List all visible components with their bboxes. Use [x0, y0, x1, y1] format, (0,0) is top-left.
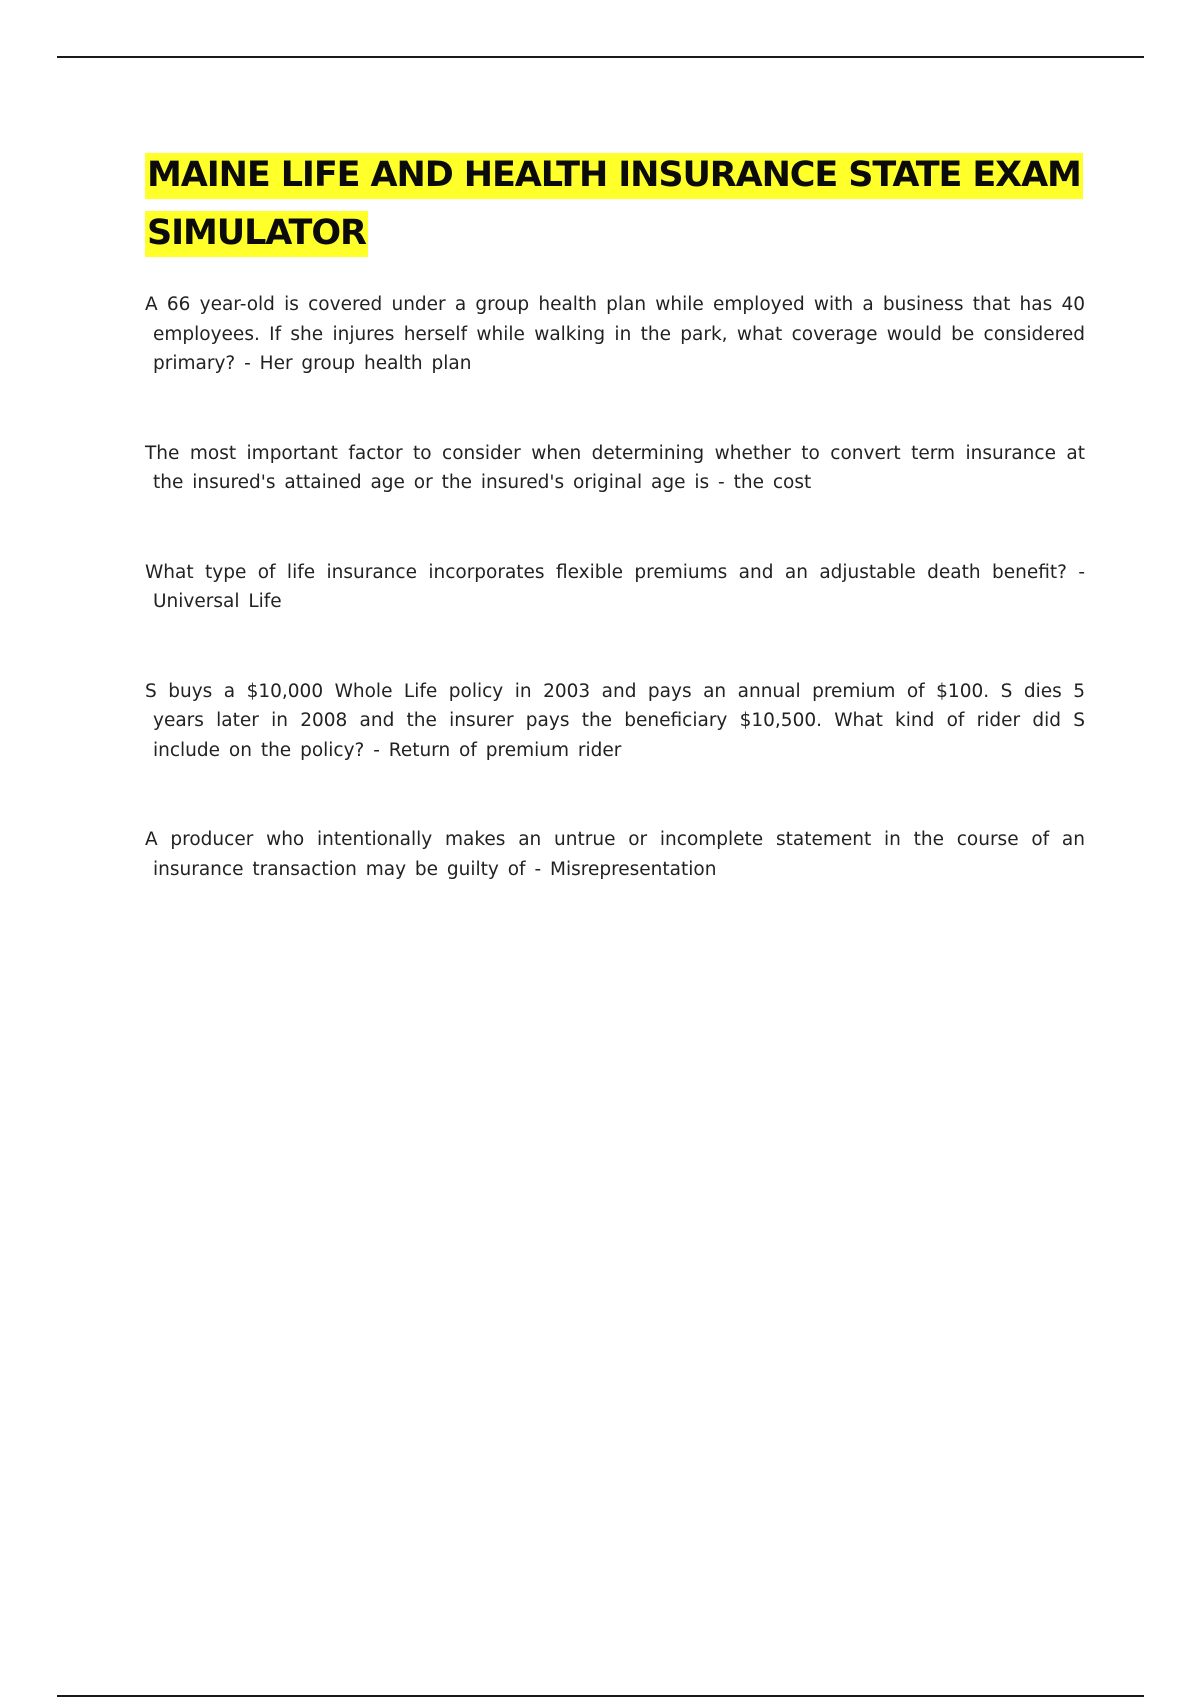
question-answer-1: A 66 year-old is covered under a group health plan while employed with a business that has 40 employees. If she injures herself while walking in the park, what coverage would be considered primary? - Her group health plan	[145, 294, 1085, 374]
question-answer-4: S buys a $10,000 Whole Life policy in 2003 and pays an annual premium of $100. S dies 5 years later in 2008 and the insurer pays the beneficiary $10,500. What kind of rider did S include on the policy? - Return of premium rider	[145, 680, 1085, 761]
question-answer-3: What type of life insurance incorporates flexible premiums and an adjustable death benefit? - Universal Life	[145, 561, 1085, 612]
document-body	[145, 146, 1085, 944]
question-answer-2: The most important factor to consider when determining whether to convert term insurance at the insured's attained age or the insured's original age is - the cost	[145, 442, 1085, 493]
bottom-rule	[57, 1695, 1144, 1697]
top-rule	[57, 56, 1144, 58]
document-title	[145, 146, 1085, 262]
document-title-text: MAINE LIFE AND HEALTH INSURANCE STATE EXAM SIMULATOR	[145, 153, 1083, 257]
question-answer-5: A producer who intentionally makes an untrue or incomplete statement in the course of an insurance transaction may be guilty of - Misrepresentation	[145, 829, 1085, 880]
